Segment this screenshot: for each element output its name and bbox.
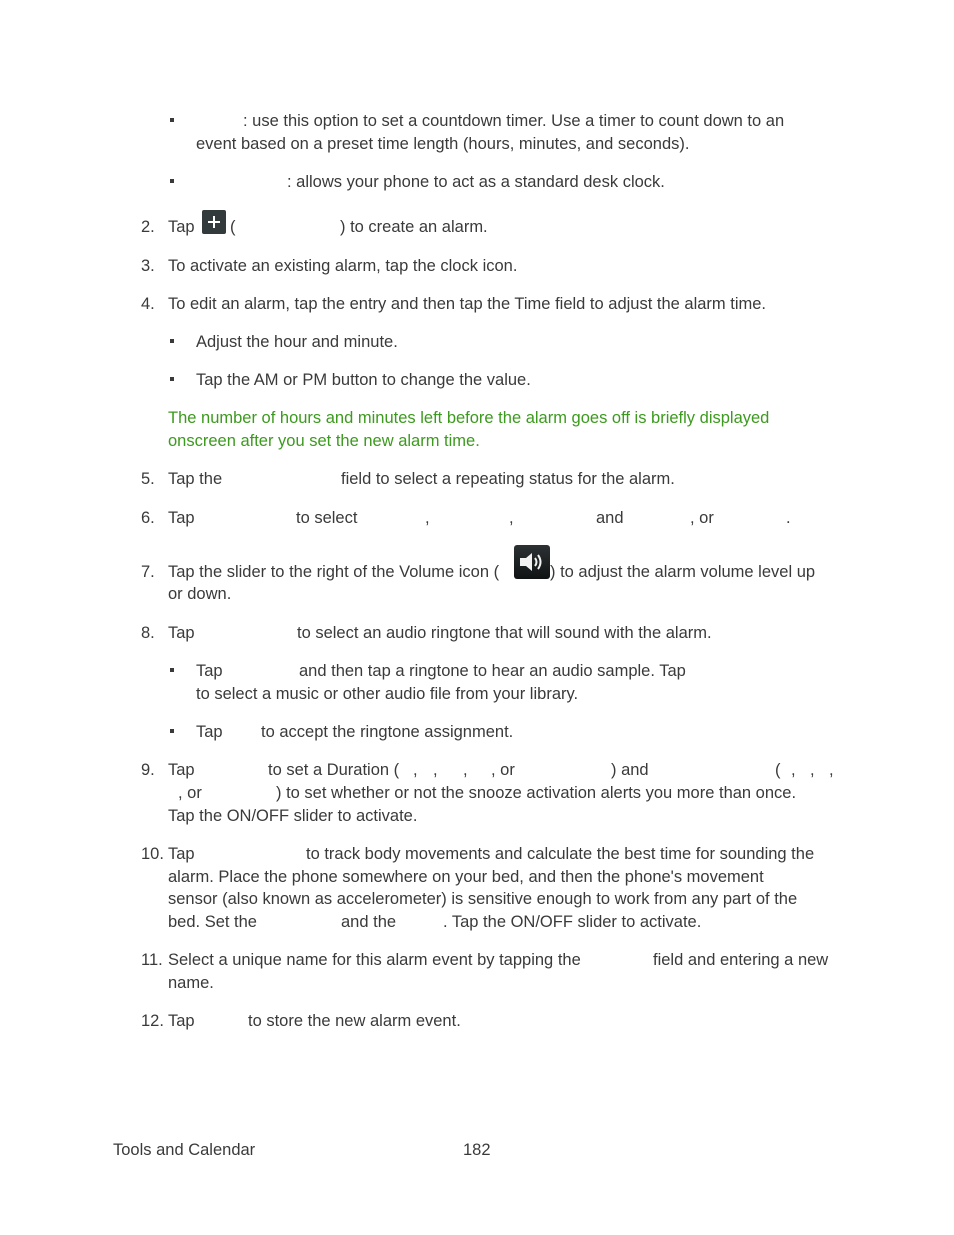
step-number: 2.	[141, 218, 155, 236]
step12-a: Tap	[168, 1012, 195, 1030]
step8-sub2-b: to accept the ringtone assignment.	[261, 723, 514, 741]
step2-text: ) to create an alarm.	[340, 218, 488, 236]
step4-sub2: Tap the AM or PM button to change the value.	[196, 371, 531, 389]
step5-a: Tap the	[168, 470, 223, 488]
step2-tap: Tap	[168, 218, 195, 236]
bullet-marker	[170, 179, 174, 183]
step7-b: ) to adjust the alarm volume level up	[550, 563, 816, 581]
step10-line4-a: bed. Set the	[168, 913, 257, 931]
step11-line2: name.	[168, 974, 214, 992]
bullet-marker	[170, 668, 174, 672]
step9-e: ,	[463, 761, 468, 779]
step-number: 4.	[141, 295, 155, 313]
step6-f: , or	[690, 509, 714, 527]
desk-clock-desc: : allows your phone to act as a standard desk clock.	[287, 173, 665, 191]
step8-sub1-a: Tap	[196, 662, 223, 680]
step-number: 9.	[141, 761, 155, 779]
step9-c: ,	[413, 761, 418, 779]
step10-line4-c: . Tap the ON/OFF slider to activate.	[443, 913, 702, 931]
step8-a: Tap	[168, 624, 195, 642]
step12-b: to store the new alarm event.	[248, 1012, 461, 1030]
bullet-marker	[170, 339, 174, 343]
step-number: 3.	[141, 257, 155, 275]
step4-text: To edit an alarm, tap the entry and then tap the Time field to adjust the alarm time.	[168, 295, 766, 313]
bullet-marker	[170, 118, 174, 122]
note-line1: The number of hours and minutes left before the alarm goes off is briefly displayed	[168, 409, 770, 427]
step11-a: Select a unique name for this alarm event by tapping the	[168, 951, 581, 969]
step6-b: to select	[296, 509, 358, 527]
step10-a: Tap	[168, 845, 195, 863]
step-number: 7.	[141, 563, 155, 581]
timer-desc-line2: event based on a preset time length (hours, minutes, and seconds).	[196, 135, 690, 153]
step-number: 8.	[141, 624, 155, 642]
step6-g: .	[786, 509, 791, 527]
note-line2: onscreen after you set the new alarm time.	[168, 432, 480, 450]
bullet-marker	[170, 377, 174, 381]
step7-line2: or down.	[168, 585, 232, 603]
step-number: 11.	[141, 951, 163, 969]
step2-paren-open: (	[230, 218, 236, 236]
step8-sub1-b: and then tap a ringtone to hear an audio sample. Tap	[299, 662, 686, 680]
step6-d: ,	[509, 509, 514, 527]
bullet-marker	[170, 729, 174, 733]
volume-icon	[514, 545, 550, 579]
step9-k: ,	[829, 761, 834, 779]
footer-page-number: 182	[463, 1141, 491, 1159]
step10-line4-b: and the	[341, 913, 397, 931]
step8-sub1-line2: to select a music or other audio file from your library.	[196, 685, 579, 703]
step9-i: ,	[791, 761, 796, 779]
step9-line3: Tap the ON/OFF slider to activate.	[168, 807, 418, 825]
step-number: 12.	[141, 1012, 164, 1030]
step9-g: ) and	[611, 761, 649, 779]
timer-desc-line1: : use this option to set a countdown timer. Use a timer to count down to an	[243, 112, 785, 130]
step9-f: , or	[491, 761, 515, 779]
step9-h: (	[775, 761, 781, 779]
step9-line2-b: ) to set whether or not the snooze activation alerts you more than once.	[276, 784, 797, 802]
step8-b: to select an audio ringtone that will sound with the alarm.	[297, 624, 712, 642]
step9-b: to set a Duration (	[268, 761, 400, 779]
step-number: 5.	[141, 470, 155, 488]
step9-d: ,	[433, 761, 438, 779]
step6-c: ,	[425, 509, 430, 527]
step6-e: and	[596, 509, 624, 527]
step8-sub2-a: Tap	[196, 723, 223, 741]
step10-line2: alarm. Place the phone somewhere on your bed, and then the phone's movement	[168, 868, 764, 886]
step10-line3: sensor (also known as accelerometer) is sensitive enough to work from any part of the	[168, 890, 798, 908]
step9-j: ,	[810, 761, 815, 779]
footer-section: Tools and Calendar	[113, 1141, 256, 1159]
step3-text: To activate an existing alarm, tap the clock icon.	[168, 257, 518, 275]
step9-a: Tap	[168, 761, 195, 779]
plus-icon	[202, 210, 226, 234]
step4-sub1: Adjust the hour and minute.	[196, 333, 398, 351]
step-number: 6.	[141, 509, 155, 527]
step9-line2-a: , or	[178, 784, 202, 802]
step10-b: to track body movements and calculate the best time for sounding the	[306, 845, 815, 863]
step11-b: field and entering a new	[653, 951, 829, 969]
step7-a: Tap the slider to the right of the Volume icon (	[168, 563, 500, 581]
step-number: 10.	[141, 845, 164, 863]
step5-b: field to select a repeating status for the alarm.	[341, 470, 675, 488]
step6-a: Tap	[168, 509, 195, 527]
